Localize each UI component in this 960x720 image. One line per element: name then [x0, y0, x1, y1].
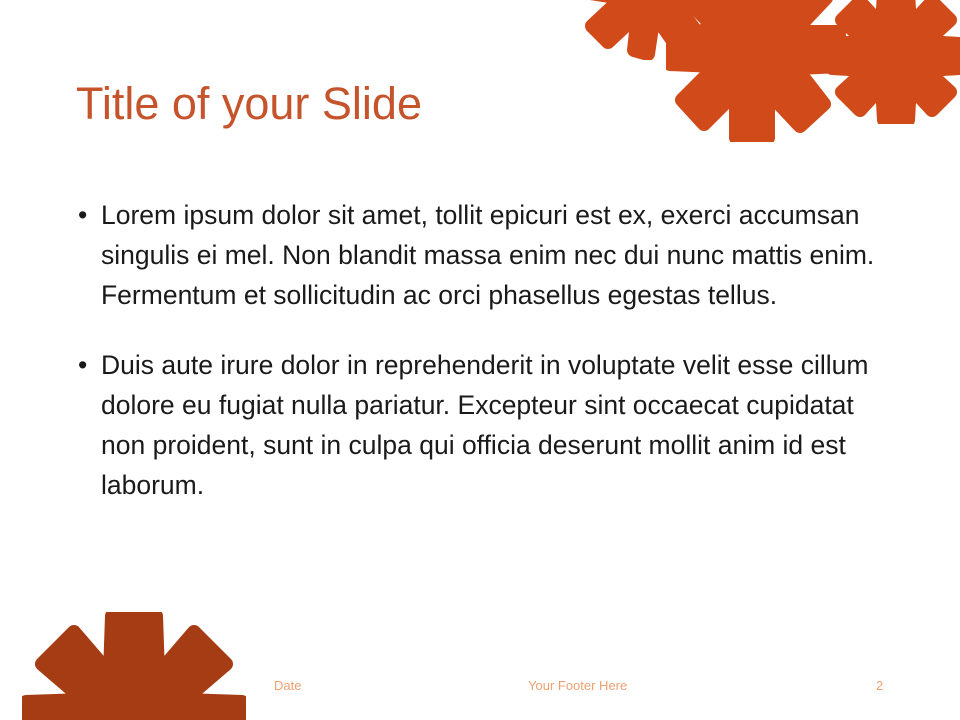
gear-top-large-icon	[666, 0, 846, 142]
slide-title: Title of your Slide	[76, 78, 422, 129]
bullet-dot-icon: •	[78, 200, 88, 230]
footer-date: Date	[274, 678, 302, 693]
bullet-item	[76, 195, 886, 315]
slide-number: 2	[876, 678, 884, 693]
footer-text: Your Footer Here	[528, 678, 628, 693]
gear-shape	[26, 616, 242, 720]
gear-top-right-icon	[828, 0, 960, 124]
bullet-item	[76, 345, 886, 505]
gear-shape	[670, 0, 842, 138]
bullet-text: Duis aute irure dolor in reprehenderit in voluptate velit esse cillum dolore eu fugiat nulla pariatur. Excepteur sint occaecat cupidatat non proident, sunt in culpa qui officia deserunt mollit anim id est laborum.	[101, 350, 869, 500]
gear-bottom-left-icon	[22, 612, 246, 720]
bullet-dot-icon: •	[78, 350, 88, 380]
bullet-list	[76, 195, 886, 535]
gear-shape	[832, 0, 960, 120]
bullet-text: Lorem ipsum dolor sit amet, tollit epicuri est ex, exerci accumsan singulis ei mel. Non blandit massa enim nec dui nunc mattis enim. Fermentum et sollicitudin ac orci phasellus egestas tellus.	[101, 200, 875, 310]
